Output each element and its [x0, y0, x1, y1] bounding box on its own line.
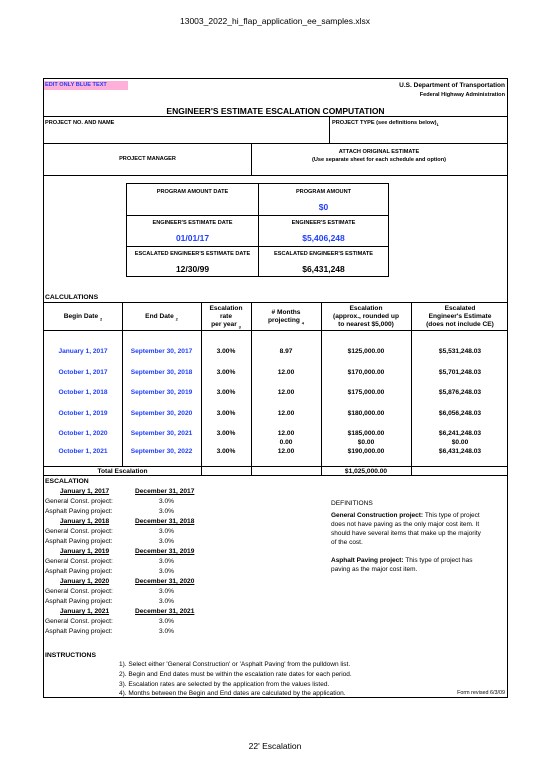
calculations-label: CALCULATIONS: [45, 294, 99, 301]
page-title: ENGINEER'S ESTIMATE ESCALATION COMPUTATION: [166, 106, 385, 116]
ee-value-cell: ENGINEER'S ESTIMATE $5,406,248: [291, 220, 356, 243]
instruction-item: 4). Months between the Begin and End dates are calculated by the application.: [119, 690, 346, 697]
project-no-name-label: PROJECT NO. AND NAME: [45, 120, 115, 126]
instructions-label: INSTRUCTIONS: [45, 652, 96, 659]
department-name: U.S. Department of Transportation: [399, 82, 505, 89]
sheet-header: [44, 79, 507, 101]
project-manager-row: [44, 144, 507, 176]
sheet-tab-label: 22' Escalation: [248, 741, 302, 751]
instruction-item: 3). Escalation rates are selected by the application from the values listed.: [119, 681, 330, 688]
definition-asphalt-paving: Asphalt Paving project: This type of project has paving as the major cost item.: [331, 557, 473, 573]
program-amount-cell: PROGRAM AMOUNT $0: [295, 189, 352, 212]
edit-notice: EDIT ONLY BLUE TEXT: [44, 81, 128, 90]
calculations-table: Begin Date $_2$ End Date $_2$ Escalation rate per year $_3$ # Months projecting $_4$ Escalation (approx., rounded up to nearest $5,000) Escalated Engineer's Estimate (does not include CE) January 1, 2017 September 30, 2017 3.00% 8.97 $125,000.00 $5,531,248.03 October 1, 2017 September 30, 2018 3.00% 12.00 $170,000.00 $5,701,248.03 October 1, 2018 September 30, 2019 3.00% 12.00 $175,000.00 $5,876,248.03 October 1, 2019 September 30, 2020 3.00% 12.00 $180,000.00 $6,056,248.03 October 1, 2020 September 30, 2021 3.00% 12.00 $185,000.00 $6,241,248.03 0.00 $0.00 $0.00 October 1, 2021 September 30, 2022 3.00% 12.00 $190,000.00 $6,431,248.03: [44, 302, 507, 466]
header-escalated-estimate: Escalated Engineer's Estimate (does not include CE): [426, 305, 494, 328]
instruction-item: 1). Select either 'General Construction' or 'Asphalt Paving' from the pulldown list.: [119, 661, 351, 668]
estimate-sheet: EDIT ONLY BLUE TEXT U.S. Department of Transportation Federal Highway Administration ENGINEER'S ESTIMATE ESCALATION COMPUTATION PROJECT NO. AND NAME PROJECT TYPE (see definitions $below)_1$ PROJECT MANAGER ATTACH ORIGINAL ESTIMATE (Use separate sheet for each schedule and option) PROGRAM AMOUNT DATE PROGRAM AMOUNT $0 ENGINEER'S ESTIMATE DATE 01/01/17 ENGINEER'S ESTIMATE $5,406,248 ESCALATED ENGINEER'S ESTIMATE DATE 12/30/99 ESCALATED ENGINEER'S ESTIMATE $6,431,248 CALCULATIONS Begin Date $_2$ End Date $_2$ Escalation rate per year $_3$ # Months projecting $_4$ Escalation (approx., rounded up to nearest $5,000) Escalated Engineer's Estimate (does not include CE) January 1, 2017 September 30, 2017 3.00% 8.97 $125,000.00 $5,531,248.03 October 1, 2017 September 30, 2018 3.00% 12.00 $170,000.00 $5,701,248.03 October 1, 2018 September 30, 2019 3.00% 12.00 $175,000.00 $5,876,248.03 October 1, 2019 September 30, 2020 3.00% 12.00 $180,000.00 $6,056,248.03 October 1, 2020 September 30, 2021 3.00% 12.00 $185,000.00 $6,241,248.03 0.00 $0.00 $0.00 October 1, 2021 September 30, 2022 3.00% 12.00 $190,000.00 $6,431,248.03 Total Escalation $1,025,000.00 ESCALATION January 1, 2017 December 31, 2017 General Const. project: 3.0% Asphalt Paving project: 3.0% January 1, 2018 December 31, 2018 General Const. project: 3.0% Asphalt Paving project: 3.0% January 1, 2019 December 31, 2019 General Const. project: 3.0% Asphalt Paving project: 3.0% January 1, 2020 December 31, 2020 General Const. project: 3.0% Asphalt Paving project: 3.0% January 1, 2021 December 31, 2021 General Const. project: 3.0% Asphalt Paving project: 3.0% DEFINITIONS General Construction project: This type of project does not have paving as the only major cost item. It should have several items that make up the majority of the cost. Asphalt Paving project: This type of project has paving as the major cost item. INSTRUCTIONS 1). Select either 'General Construction' or 'Asphalt Paving' from the pulldown list. 2). Begin and End dates must be within the escalation rate dates for each period. 3). Escalation rates are selected by the application from the values listed. 4). Months between the Begin and End dates are calculated by the application. Form revised 6/3/09: [43, 78, 508, 698]
total-escalation-row: [44, 466, 507, 476]
definitions-title: DEFINITIONS: [331, 500, 373, 507]
project-type-label: PROJECT TYPE (see definitions $below)_1$: [332, 120, 439, 128]
instruction-item: 2). Begin and End dates must be within the escalation rate dates for each period.: [119, 671, 352, 678]
file-title: 13003_2022_hi_flap_application_ee_samples.xlsx: [180, 16, 370, 26]
escalation-label: ESCALATION: [45, 478, 89, 485]
definition-general-construction: General Construction project: This type of project does not have paving as the only major cost item. It should have several items that make up the majority of the cost.: [331, 512, 481, 546]
escalated-ee-value-cell: ESCALATED ENGINEER'S ESTIMATE $6,431,248: [273, 251, 374, 274]
program-amount-date-cell: PROGRAM AMOUNT DATE: [156, 189, 229, 195]
header-begin-date: Begin Date $_2$: [63, 313, 103, 322]
header-months: # Months projecting $_4$: [268, 309, 304, 326]
total-escalation-value: $1,025,000.00: [344, 468, 388, 475]
estimate-summary-box: [126, 183, 389, 277]
header-escalation: Escalation (approx., rounded up to nearest $5,000): [333, 305, 399, 328]
header-end-date: End Date $_2$: [145, 313, 178, 322]
attach-estimate-note: ATTACH ORIGINAL ESTIMATE (Use separate sheet for each schedule and option): [312, 149, 446, 163]
total-escalation-label: Total Escalation: [97, 468, 148, 475]
form-revised-note: Form revised 6/3/09: [457, 690, 505, 696]
escalated-ee-date-cell: ESCALATED ENGINEER'S ESTIMATE DATE 12/30/99: [134, 251, 251, 274]
header-rate: Escalation rate per year $_3$: [209, 305, 243, 330]
calculations-header: [44, 303, 507, 331]
ee-date-cell: ENGINEER'S ESTIMATE DATE 01/01/17: [152, 220, 233, 243]
project-manager-label: PROJECT MANAGER: [119, 156, 176, 162]
project-info-row: [44, 116, 507, 144]
agency-name: Federal Highway Administration: [419, 92, 505, 98]
